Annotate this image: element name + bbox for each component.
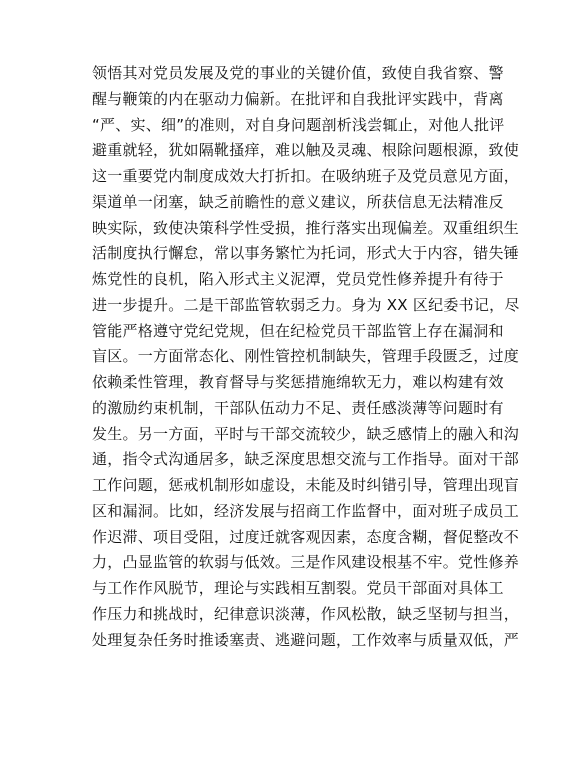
text-line: 避重就轻，犹如隔靴搔痒，难以触及灵魂、根除问题根源，致使 — [92, 141, 520, 160]
body-text — [92, 61, 520, 653]
text-line: 处理复杂任务时推诿塞责、逃避问题，工作效率与质量双低，严 — [92, 630, 520, 649]
text-line: 发生。另一方面，平时与干部交流较少，缺乏感情上的融入和沟 — [92, 424, 520, 443]
text-line: 作压力和挑战时，纪律意识淡薄，作风松散，缺乏坚韧与担当， — [92, 604, 520, 623]
text-line: 力，凸显监管的软弱与低效。三是作风建设根基不牢。党性修养 — [92, 553, 520, 572]
text-line: 炼党性的良机，陷入形式主义泥潭，党员党性修养提升有待于 — [92, 270, 504, 288]
text-line: 依赖柔性管理，教育督导与奖惩措施绵软无力，难以构建有效 — [92, 373, 504, 391]
text-line: 通，指令式沟通居多，缺乏深度思想交流与工作指导。面对干部 — [92, 450, 520, 469]
text-line: “严、实、细”的准则，对自身问题剖析浅尝辄止，对他人批评 — [92, 115, 505, 134]
text-line: 醒与鞭策的内在驱动力偏新。在批评和自我批评实践中，背离 — [92, 89, 504, 108]
text-line: 作迟滞、项目受阻，过度迁就客观因素，态度含糊，督促整改不 — [92, 527, 520, 546]
text-line: 渠道单一闭塞，缺乏前瞻性的意义建议，所获信息无法精准反 — [92, 192, 504, 211]
text-line: 领悟其对党员发展及党的事业的关键价值，致使自我省察、警 — [92, 64, 504, 82]
text-line: 与工作作风脱节，理论与实践相互割裂。党员干部面对具体工 — [92, 579, 504, 597]
text-line: 工作问题，惩戒机制形如虚设，未能及时纠错引导，管理出现盲 — [92, 476, 520, 494]
text-line: 进一步提升。二是干部监管软弱乏力。身为 XX 区纪委书记，尽 — [92, 295, 520, 314]
text-line: 管能严格遵守党纪党规，但在纪检党员干部监管上存在漏洞和 — [92, 321, 504, 340]
text-line: 活制度执行懈怠，常以事务繁忙为托词，形式大于内容，错失锤 — [92, 244, 520, 263]
text-line: 区和漏洞。比如，经济发展与招商工作监督中，面对班子成员工 — [92, 501, 520, 520]
text-line: 的激励约束机制，干部队伍动力不足、责任感淡薄等问题时有 — [92, 398, 504, 417]
text-line: 映实际，致使决策科学性受损，推行落实出现偏差。双重组织生 — [92, 218, 520, 237]
text-line: 盲区。一方面常态化、刚性管控机制缺失，管理手段匮乏，过度 — [92, 347, 520, 366]
text-line: 这一重要党内制度成效大打折扣。在吸纳班子及党员意见方面， — [92, 167, 520, 185]
